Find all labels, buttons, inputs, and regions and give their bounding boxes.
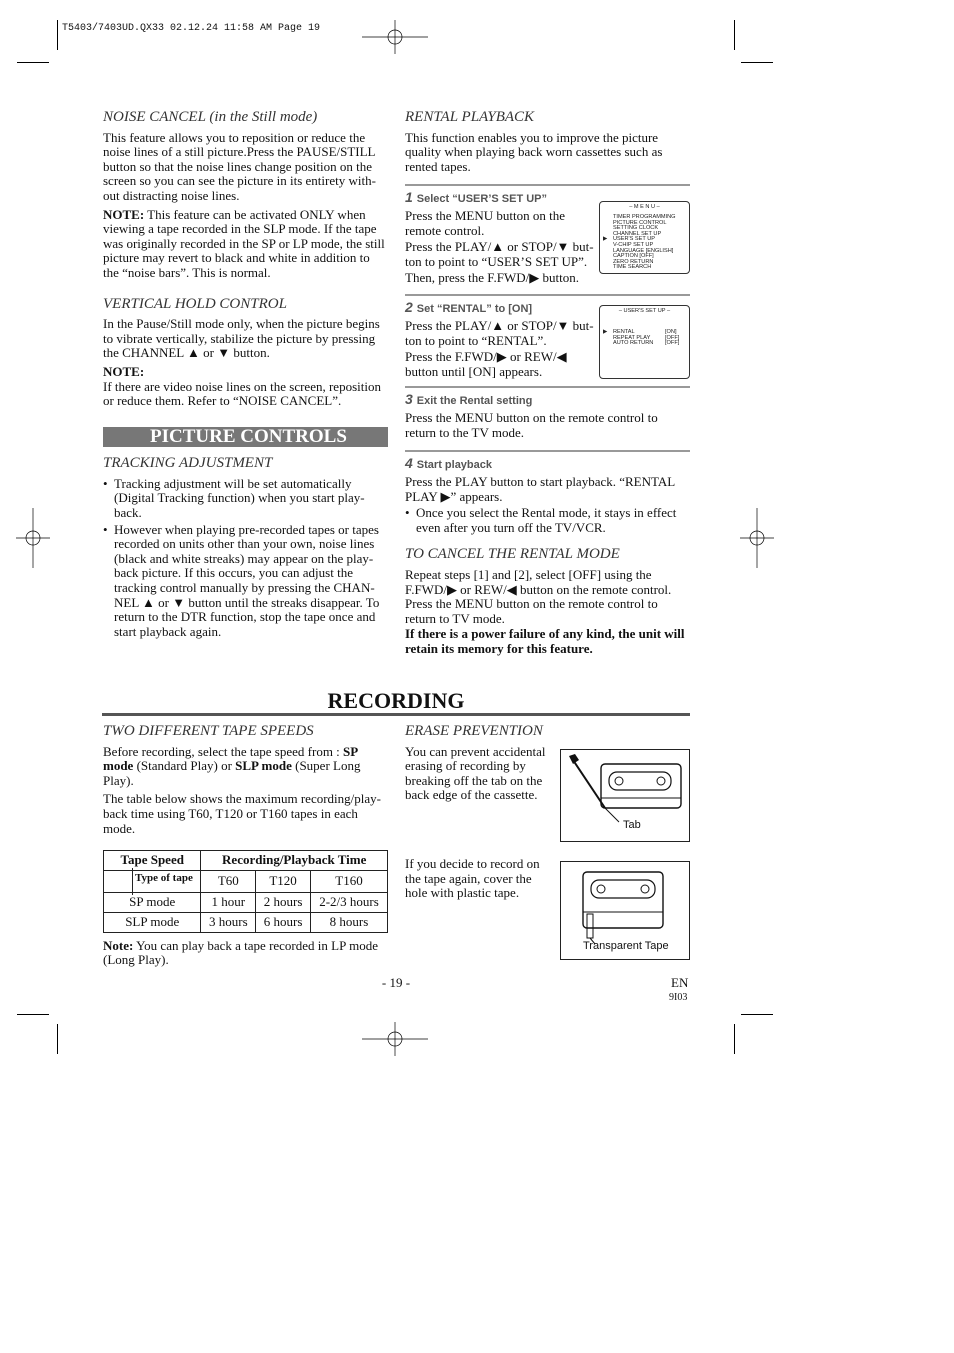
right-column <box>405 110 690 661</box>
screen-item: CAPTION [OFF] <box>613 253 654 260</box>
step-text: Press the PLAY/▲ or STOP/▼ but-ton to point to “USER’S SET UP”. <box>405 239 594 269</box>
note-label: NOTE: <box>103 363 145 379</box>
body-text: However when playing pre-recorded tapes or tapes recorded on units other than your own, noise lines (black and white streaks) may appear on the play-back picture. If this occurs, you can adjust the tracking control manually by pressing the CHAN-NEL <box>114 521 379 610</box>
body-text: button until the streaks disappear. To return to the DTR function, stop the tape once and start playback again. <box>114 594 380 639</box>
page-number: - 19 - <box>381 975 411 990</box>
crop-mark <box>734 20 735 50</box>
tape-speeds-body: The table below shows the maximum recording/play-back time using T60, T120 or T160 tapes in each mode. <box>103 791 381 836</box>
crop-mark <box>741 1014 773 1015</box>
doc-code: 9I03 <box>669 992 688 1003</box>
table-header: T160 <box>310 871 387 893</box>
screen-item: [OFF] <box>665 334 680 341</box>
body-bold: SP mode <box>103 743 358 774</box>
step-4 <box>405 456 690 535</box>
cancel-rental-body: Repeat steps [1] and [2], select [OFF] using the F.FWD/▶ or REW/◀ button on the remote control. Press the MENU button on the remote control to return to TV mode. <box>405 566 672 626</box>
screen-item: USER'S SET UP <box>613 236 655 243</box>
divider <box>405 386 690 388</box>
erase-prevention-section <box>405 724 555 905</box>
vertical-hold-body <box>103 317 388 361</box>
vertical-hold-note-label <box>103 365 388 380</box>
table-header: Recording/Playback Time <box>201 851 388 871</box>
table-cell: 1 hour <box>201 892 256 912</box>
screen-item: [OFF] <box>665 340 680 347</box>
step-heading <box>405 392 690 409</box>
down-arrow-icon: ▼ <box>172 594 186 610</box>
step-3 <box>405 392 690 450</box>
step-title: Start playback <box>416 459 492 472</box>
registration-mark-icon <box>362 1022 428 1056</box>
divider <box>405 450 690 452</box>
tape-speeds-heading: TWO DIFFERENT TAPE SPEEDS <box>103 723 314 739</box>
step-number: 3 <box>405 391 413 408</box>
step-number: 4 <box>405 455 413 472</box>
menu-items <box>613 215 675 271</box>
transparent-tape-label: Transparent Tape <box>583 940 669 952</box>
erase-prevention-heading: ERASE PREVENTION <box>405 723 543 739</box>
noise-cancel-body: This feature allows you to reposition or reduce the noise lines of a still picture.Press the PAUSE/STILL button so that the noise lines change position on the screen so you can see the picture in its entirety with-out distracting noise lines. <box>103 129 376 203</box>
screen-item: [ON] <box>665 329 677 335</box>
table-cell: SLP mode <box>104 912 201 932</box>
step-text: Press the PLAY button to start playback. “RENTAL PLAY ▶” appears. <box>405 473 675 504</box>
body-text: (Super Long Play). <box>103 758 361 788</box>
note-text: You can play back a tape recorded in LP mode (Long Play). <box>103 937 378 968</box>
erase-prevention-p2: If you decide to record on the tape again, cover the hole with plastic tape. <box>405 855 540 901</box>
note-label: Note: <box>103 937 134 953</box>
cursor-icon: ▶ <box>603 236 608 242</box>
tab-label: Tab <box>623 819 641 831</box>
cassette-tape-figure <box>560 861 690 960</box>
crop-mark <box>57 1024 58 1054</box>
screen-item: REPEAT PLAY <box>613 334 651 341</box>
screen-title: – USER'S SET UP – <box>618 308 671 314</box>
screen-item: AUTO RETURN <box>613 340 654 347</box>
step-number: 1 <box>405 189 413 206</box>
step-title: Select “USER’S SET UP” <box>416 193 548 206</box>
title-rule <box>102 713 690 716</box>
noise-cancel-heading: NOISE CANCEL (in the Still mode) <box>103 109 318 125</box>
step-4-list <box>405 506 690 535</box>
screen-title: – M E N U – <box>629 204 660 210</box>
table-cell: SP mode <box>104 892 201 912</box>
language-code: EN <box>671 975 689 990</box>
cursor-icon: ▶ <box>603 329 608 335</box>
step-text: Press the MENU button on the remote control. <box>405 207 565 238</box>
list-item: • Once you select the Rental mode, it stays in effect even after you turn off the TV/VCR. <box>416 506 690 535</box>
crop-mark <box>17 1014 49 1015</box>
registration-mark-icon <box>16 508 50 568</box>
step-title: Set “RENTAL” to [ON] <box>416 303 533 316</box>
step-heading <box>405 456 690 473</box>
screen-item: TIMER PROGRAMMING <box>613 214 676 220</box>
rental-heading: RENTAL PLAYBACK <box>405 109 535 125</box>
table-cell: 8 hours <box>310 912 387 932</box>
tape-speeds-section <box>103 724 388 972</box>
table-header: Tape Speed <box>104 851 201 871</box>
menu-screen <box>599 201 690 274</box>
note-label: NOTE: <box>103 206 145 222</box>
note-text: This feature can be activated ONLY when viewing a tape recorded in the SLP mode. If the tape was originally recorded in the SP or LP mode, the still picture may revert to black and white in addition to the “noise bars”. This is normal. <box>103 206 385 280</box>
erase-prevention-p1: You can prevent accidental erasing of recording by breaking off the tab on the back edge of the cassette. <box>405 743 546 803</box>
table-cell: 6 hours <box>256 912 311 932</box>
table-cell: 2 hours <box>256 892 311 912</box>
body-text: Before recording, select the tape speed from : <box>103 743 344 759</box>
divider <box>405 294 690 296</box>
bold-note: If there is a power failure of any kind, the unit will retain its memory for this feature. <box>405 626 685 656</box>
screen-item: SETTING CLOCK <box>613 225 659 232</box>
crop-mark <box>57 20 58 50</box>
screen-item: CHANNEL SET UP <box>613 230 662 237</box>
step-text: Press the F.FWD/▶ or REW/◀ button until [ON] appears. <box>405 349 567 379</box>
screen-item: PICTURE CONTROL <box>613 219 667 226</box>
body-text: In the Pause/Still mode only, when the picture begins to vibrate vertically, stabilize the picture by pressing the CHANNEL <box>103 316 380 361</box>
registration-mark-icon <box>740 508 774 568</box>
tape-speeds-intro <box>103 745 388 789</box>
body-text: button. <box>233 345 270 361</box>
up-arrow-icon: ▲ <box>187 345 200 361</box>
crop-mark <box>734 1024 735 1054</box>
body-text: or <box>158 594 170 610</box>
picture-controls-banner: PICTURE CONTROLS <box>103 427 388 448</box>
cassette-tab-figure <box>560 749 690 842</box>
user-setup-items <box>613 330 653 347</box>
divider <box>405 184 690 186</box>
list-item <box>114 523 388 640</box>
tracking-list <box>103 477 388 640</box>
tracking-heading: TRACKING ADJUSTMENT <box>103 455 273 472</box>
step-number: 2 <box>405 299 413 316</box>
cancel-rental-heading: TO CANCEL THE RENTAL MODE <box>405 546 620 563</box>
print-slug: T5403/7403UD.QX33 02.12.24 11:58 AM Page 19 <box>62 23 321 34</box>
rental-intro: This function enables you to improve the picture quality when playing back worn cassettes such as rented tapes. <box>405 129 663 174</box>
table-note <box>103 939 388 968</box>
up-arrow-icon: ▲ <box>142 594 155 610</box>
table-row <box>104 912 388 932</box>
crop-mark <box>17 62 49 63</box>
table-cell: 3 hours <box>201 912 256 932</box>
crop-mark <box>741 62 773 63</box>
body-text: or <box>203 345 214 361</box>
step-text: Then, press the F.FWD/▶ button. <box>405 270 579 286</box>
step-text: Press the MENU button on the remote control to return to the TV mode. <box>405 409 658 440</box>
screen-item: V-CHIP SET UP <box>613 241 654 248</box>
user-setup-screen <box>599 305 690 379</box>
left-column <box>103 110 388 641</box>
table-header: T60 <box>201 871 256 893</box>
body-text: (Standard Play) or <box>133 758 236 774</box>
step-title: Exit the Rental setting <box>416 395 533 408</box>
noise-cancel-note <box>103 208 388 281</box>
body-bold: SLP mode <box>235 758 292 774</box>
table-header: T120 <box>256 871 311 893</box>
screen-item: TIME SEARCH <box>613 264 652 271</box>
screen-item: RENTAL <box>613 329 635 335</box>
cancel-rental-note <box>405 627 690 656</box>
screen-item: LANGUAGE [ENGLISH] <box>613 247 674 254</box>
screen-item: ZERO RETURN <box>613 258 654 265</box>
step-text: Press the PLAY/▲ or STOP/▼ but-ton to point to “RENTAL”. <box>405 317 594 348</box>
user-setup-values <box>665 330 679 347</box>
table-row <box>104 892 388 912</box>
down-arrow-icon: ▼ <box>217 345 231 361</box>
list-item: • Tracking adjustment will be set automatically (Digital Tracking function) when you start play-back. <box>114 477 388 521</box>
recording-title: RECORDING <box>327 688 465 713</box>
vertical-hold-note: If there are video noise lines on the screen, reposition or reduce them. Refer to “NOISE CANCEL”. <box>103 378 381 409</box>
type-of-tape-label: Type of tape <box>132 868 200 895</box>
table-cell: 2-2/3 hours <box>310 892 387 912</box>
tape-speed-table <box>103 850 388 933</box>
vertical-hold-heading: VERTICAL HOLD CONTROL <box>103 295 287 312</box>
registration-mark-icon <box>362 20 428 54</box>
table-cell <box>104 871 201 893</box>
